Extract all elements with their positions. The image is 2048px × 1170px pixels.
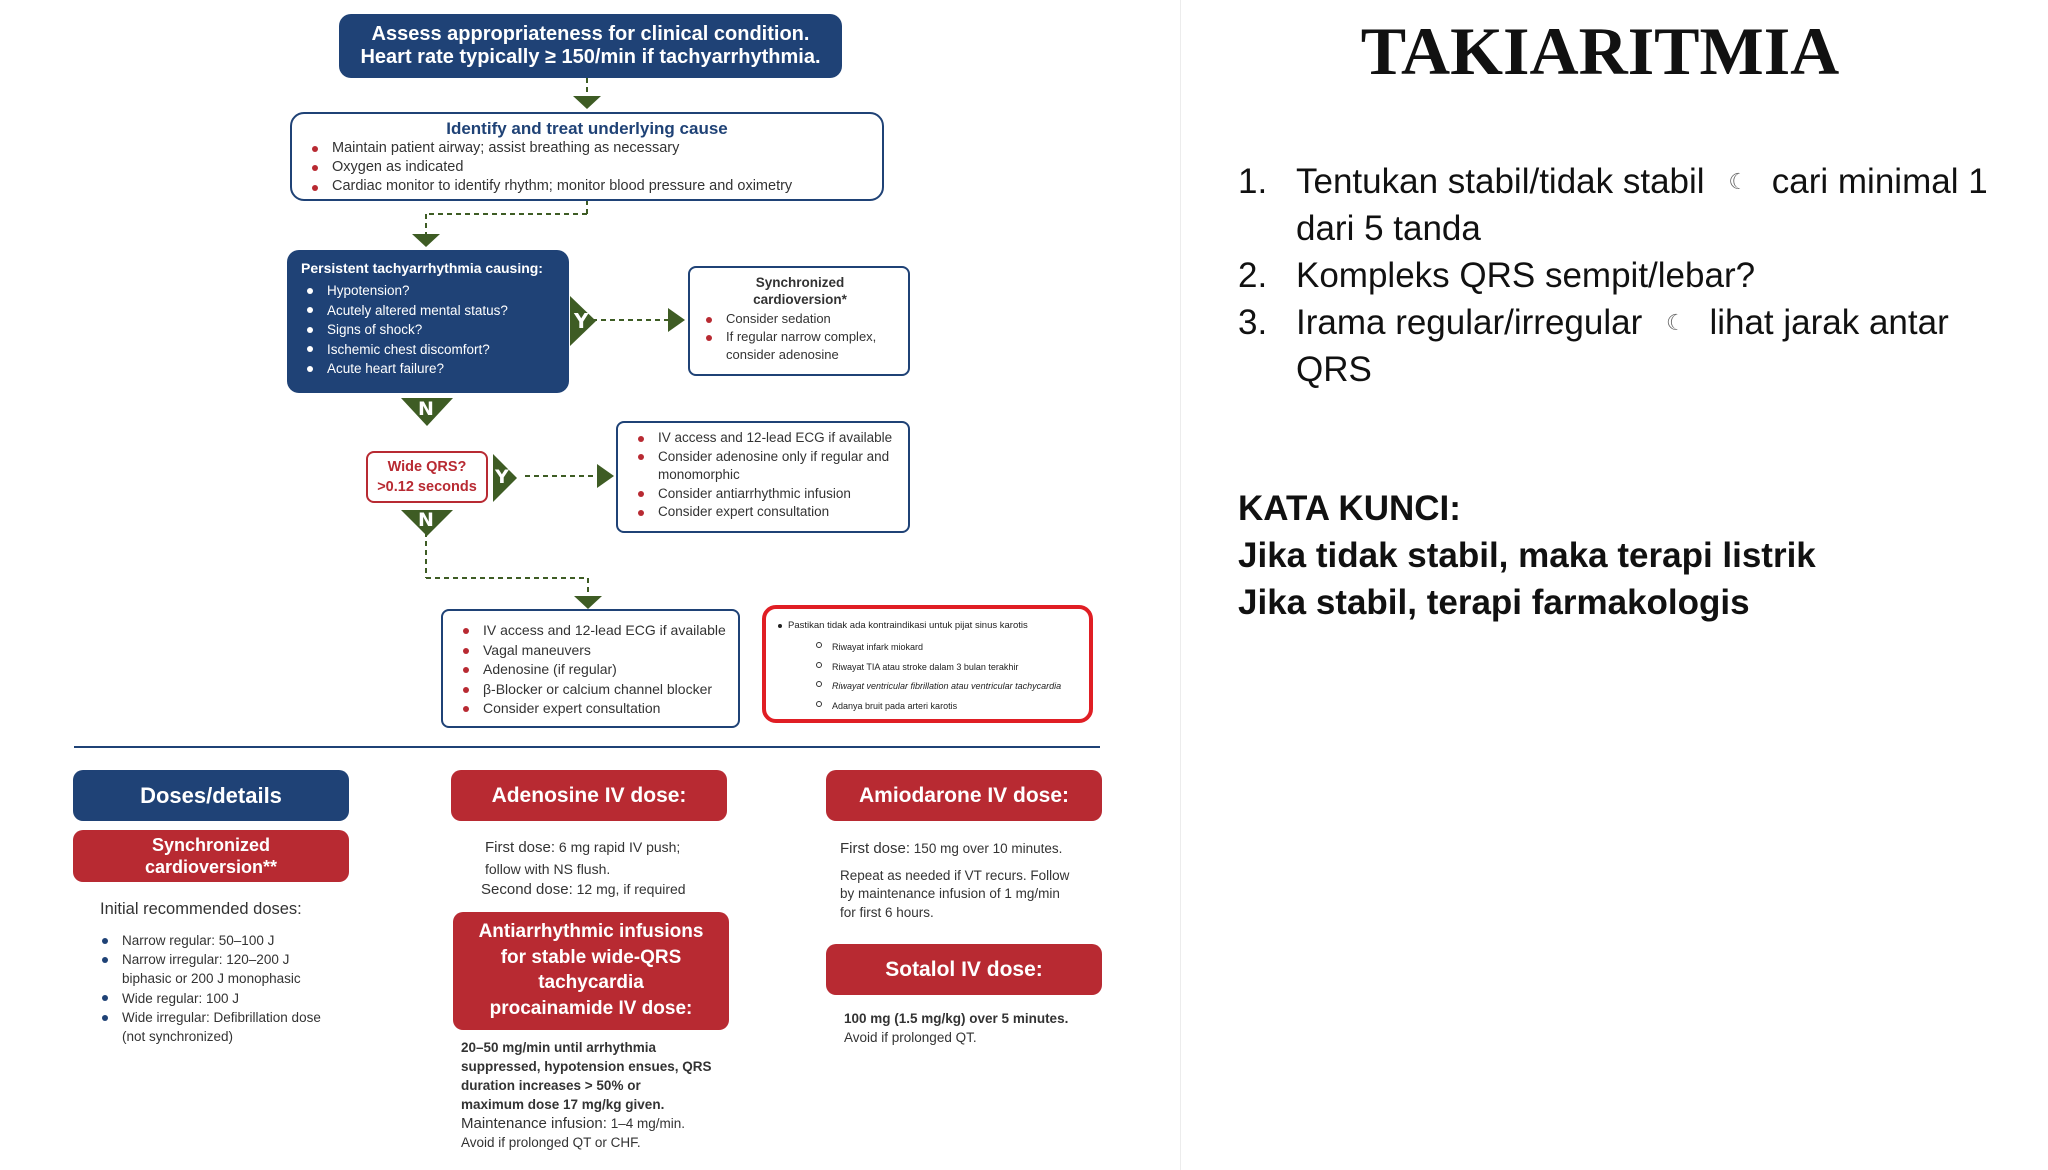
list-item: Signs of shock? <box>301 320 559 340</box>
wide-qrs-line1: Wide QRS? <box>387 459 467 475</box>
note-main: Pastikan tidak ada kontraindikasi untuk pijat sinus karotis <box>774 619 1083 632</box>
steps-list <box>1238 158 2018 393</box>
list-item: Adanya bruit pada arteri karotis <box>774 697 1083 717</box>
persistent-list <box>301 281 559 379</box>
list-item: Oxygen as indicated <box>306 158 868 177</box>
list-item: Consider antiarrhythmic infusion <box>632 485 900 504</box>
antiarrhythmic-infusion-header: Antiarrhythmic infusions for stable wide-QRS tachycardia procainamide IV dose: <box>453 912 729 1030</box>
note-list <box>774 638 1083 716</box>
list-item: Riwayat infark miokard <box>774 638 1083 658</box>
carotid-massage-note-box <box>762 605 1093 723</box>
no-label: N <box>418 398 434 420</box>
sync-dose-line1: Synchronized <box>151 835 271 855</box>
list-item: Adenosine (if regular) <box>457 660 730 680</box>
kunci-line-1: Jika tidak stabil, maka terapi listrik <box>1238 536 1816 575</box>
list-item: If regular narrow complex, consider adenosine <box>700 328 900 364</box>
narrow-qrs-management-box <box>441 609 740 728</box>
sotalol-dose-text: 100 mg (1.5 mg/kg) over 5 minutes. Avoid if prolonged QT. <box>844 1011 1069 1045</box>
initial-doses-label: Initial recommended doses: <box>100 900 302 918</box>
list-item: IV access and 12-lead ECG if available <box>457 621 730 641</box>
assess-box <box>339 14 842 78</box>
list-item: Riwayat TIA atau stroke dalam 3 bulan terakhir <box>774 658 1083 678</box>
list-item: 3. Irama regular/irregular ☾ lihat jarak antar QRS <box>1238 303 1949 389</box>
sync-dose-line2: cardioversion** <box>144 857 278 877</box>
wide-qrs-decision <box>366 451 488 503</box>
wide-qrs-management-box <box>616 421 910 533</box>
yes-label: Y <box>574 309 589 333</box>
list-item: 1. Tentukan stabil/tidak stabil ☾ cari minimal 1 dari 5 tanda <box>1238 162 1988 248</box>
wide-qrs-line2: >0.12 seconds <box>377 479 477 495</box>
sync-title-line2: cardioversion* <box>753 292 847 307</box>
slide-title: TAKIARITMIA <box>1360 13 1840 89</box>
list-item: IV access and 12-lead ECG if available <box>632 429 900 448</box>
amiodarone-dose-text: First dose: 150 mg over 10 minutes. Repeat as needed if VT recurs. Follow by maintenance infusion of 1 mg/min for first 6 hours. <box>840 840 1070 920</box>
list-item: Hypotension? <box>301 281 559 301</box>
list-item: Ischemic chest discomfort? <box>301 340 559 360</box>
sync-list <box>700 310 900 364</box>
amiodarone-dose-header: Amiodarone IV dose: <box>826 770 1102 821</box>
list-item: Consider adenosine only if regular and monomorphic <box>632 448 900 485</box>
persistent-tachyarrhythmia-box <box>287 250 569 393</box>
sync-doses-list-wrap <box>96 931 336 1046</box>
list-item: Acute heart failure? <box>301 359 559 379</box>
identify-cause-box <box>290 112 884 201</box>
kunci-line-2: Jika stabil, terapi farmakologis <box>1238 583 1750 622</box>
sync-title-line1: Synchronized <box>755 275 845 290</box>
identify-title: Identify and treat underlying cause <box>446 119 728 138</box>
key-words-block <box>1238 485 2018 626</box>
list-item: Wide irregular: Defibrillation dose (not synchronized) <box>96 1008 336 1046</box>
list-item: Riwayat ventricular fibrillation atau ventricular tachycardia <box>774 677 1083 697</box>
assess-line2: Heart rate typically ≥ 150/min if tachyarrhythmia. <box>360 46 821 68</box>
list-item: Consider expert consultation <box>457 699 730 719</box>
doses-details-header: Doses/details <box>73 770 349 821</box>
list-item: Consider expert consultation <box>632 503 900 522</box>
list-item: Narrow regular: 50–100 J <box>96 931 336 950</box>
list-item: Maintain patient airway; assist breathing as necessary <box>306 139 868 158</box>
procainamide-dose-text: 20–50 mg/min until arrhythmia suppressed, hypotension ensues, QRS duration increases > 50% or maximum dose 17 mg/kg given. Maintenance infusion: 1–4 mg/min. Avoid if prolonged QT or CHF. <box>461 1040 712 1150</box>
list-item: Vagal maneuvers <box>457 641 730 661</box>
list-item: Cardiac monitor to identify rhythm; monitor blood pressure and oximetry <box>306 177 868 196</box>
list-item: 2. Kompleks QRS sempit/lebar? <box>1238 256 1756 295</box>
sync-cardioversion-box <box>688 266 910 376</box>
wide-management-list <box>632 429 900 522</box>
persistent-title: Persistent tachyarrhythmia causing: <box>301 260 543 276</box>
list-item: Consider sedation <box>700 310 900 328</box>
assess-line1: Assess appropriateness for clinical condition. <box>371 23 810 45</box>
list-item: Narrow irregular: 120–200 J biphasic or 200 J monophasic <box>96 950 336 988</box>
yes-label: Y <box>495 466 509 488</box>
list-item: Wide regular: 100 J <box>96 989 336 1008</box>
moon-icon: ☾ <box>1665 310 1686 335</box>
kata-kunci-label: KATA KUNCI: <box>1238 489 1461 528</box>
sync-cardioversion-dose-header <box>73 830 349 882</box>
adenosine-dose-text: First dose: 6 mg rapid IV push; follow with NS flush. Second dose: 12 mg, if required <box>481 839 686 899</box>
adenosine-dose-header: Adenosine IV dose: <box>451 770 727 821</box>
panel-divider <box>1180 0 1181 1170</box>
identify-list <box>306 139 868 196</box>
sync-doses-list <box>96 931 336 1046</box>
narrow-management-list <box>457 621 730 719</box>
moon-icon: ☾ <box>1728 169 1749 194</box>
sotalol-dose-header: Sotalol IV dose: <box>826 944 1102 995</box>
list-item: Acutely altered mental status? <box>301 301 559 321</box>
no-label: N <box>418 509 434 531</box>
list-item: β-Blocker or calcium channel blocker <box>457 680 730 700</box>
